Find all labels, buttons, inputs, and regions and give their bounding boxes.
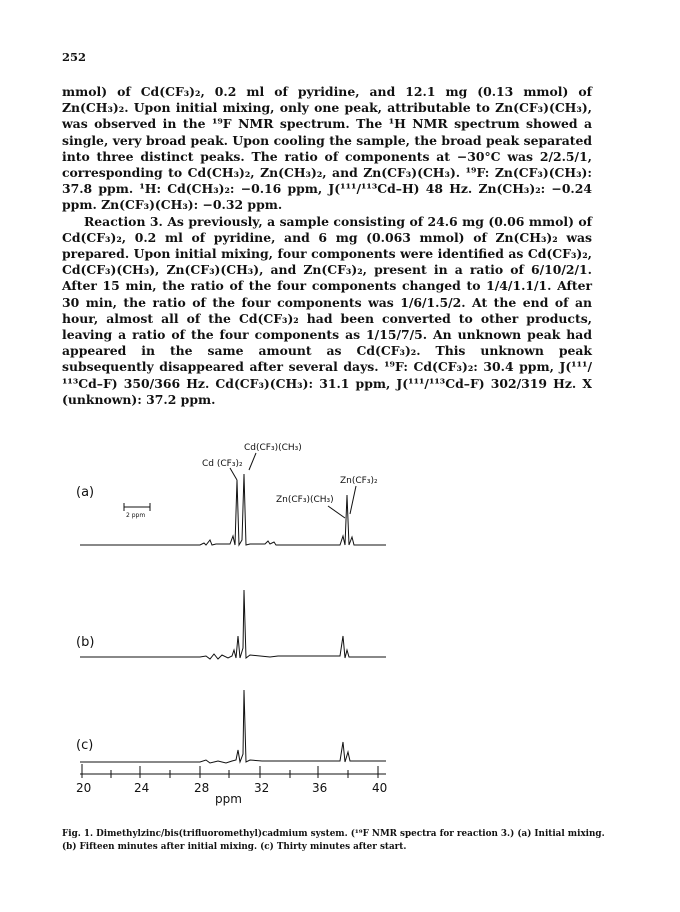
nmr-figure [0, 440, 680, 830]
panel-label-b: (b) [76, 635, 95, 650]
peak-label-zn-cf3-ch3: Zn(CF₃)(CH₃) [276, 495, 334, 505]
axis-tick-40: 40 [372, 781, 388, 795]
axis-label: ppm [215, 792, 242, 806]
page-number: 252 [62, 50, 87, 64]
axis-tick-20: 20 [76, 781, 92, 795]
axis-tick-24: 24 [134, 781, 150, 795]
nmr-spectra [0, 440, 680, 830]
scale-bar-label: 2 ppm [126, 512, 146, 519]
figure-caption: Fig. 1. Dimethylzinc/bis(trifluoromethyl)cadmium system. (¹⁹F NMR spectra for reaction 3.) (a) Initial mixing. (b) Fifteen minutes after initial mixing. (c) Thirty minutes after start. [62, 829, 605, 852]
axis-tick-28: 28 [194, 781, 210, 795]
peak-label-zn-cf3-2: Zn(CF₃)₂ [340, 476, 378, 486]
body-text [62, 84, 592, 408]
paragraph-1: mmol) of Cd(CF₃)₂, 0.2 ml of pyridine, and 12.1 mg (0.13 mmol) of Zn(CH₃)₂. Upon initial mixing, only one peak, attributable to Zn(CF₃)(CH₃), was observed in the ¹⁹F NMR spectrum. The ¹H NMR spectrum showed a single, very broad peak. Upon cooling the sample, the broad peak separated into three distinct peaks. The ratio of components at −30°C was 2/2.5/1, corresponding to Cd(CH₃)₂, Zn(CH₃)₂, and Zn(CF₃)(CH₃). ¹⁹F: Zn(CF₃)(CH₃): 37.8 ppm. ¹H: Cd(CH₃)₂: −0.16 ppm, J(¹¹¹/¹¹³Cd–H) 48 Hz. Zn(CH₃)₂: −0.24 ppm. Zn(CF₃)(CH₃): −0.32 ppm. [62, 84, 592, 213]
axis-tick-32: 32 [254, 781, 270, 795]
paragraph-2: Reaction 3. As previously, a sample consisting of 24.6 mg (0.06 mmol) of Cd(CF₃)₂, 0.2 ml of pyridine, and 6 mg (0.063 mmol) of Zn(CH₃)₂ was prepared. Upon initial mixing, four components were identified as Cd(CF₃)₂, Cd(CF₃)(CH₃), Zn(CF₃)(CH₃), and Zn(CF₃)₂, present in a ratio of 6/10/2/1. After 15 min, the ratio of the four components changed to 1/4/1.1/1. After 30 min, the ratio of the four components was 1/6/1.5/2. At the end of an hour, almost all of the Cd(CF₃)₂ had been converted to other products, leaving a ratio of the four components as 1/15/7/5. An unknown peak had appeared in the same amount as Cd(CF₃)₂. This unknown peak subsequently disappeared after several days. ¹⁹F: Cd(CF₃)₂: 30.4 ppm, J(¹¹¹/¹¹³Cd–F) 350/366 Hz. Cd(CF₃)(CH₃): 31.1 ppm, J(¹¹¹/¹¹³Cd–F) 302/319 Hz. X (unknown): 37.2 ppm. [62, 213, 592, 407]
spectrum-c [80, 690, 386, 763]
panel-label-a: (a) [76, 485, 95, 500]
axis-tick-36: 36 [312, 781, 328, 795]
spectrum-b [80, 590, 386, 659]
peak-label-cd-cf3-ch3: Cd(CF₃)(CH₃) [244, 443, 302, 453]
panel-label-c: (c) [76, 738, 94, 753]
peak-label-cd-cf3-2: Cd (CF₃)₂ [202, 459, 243, 469]
